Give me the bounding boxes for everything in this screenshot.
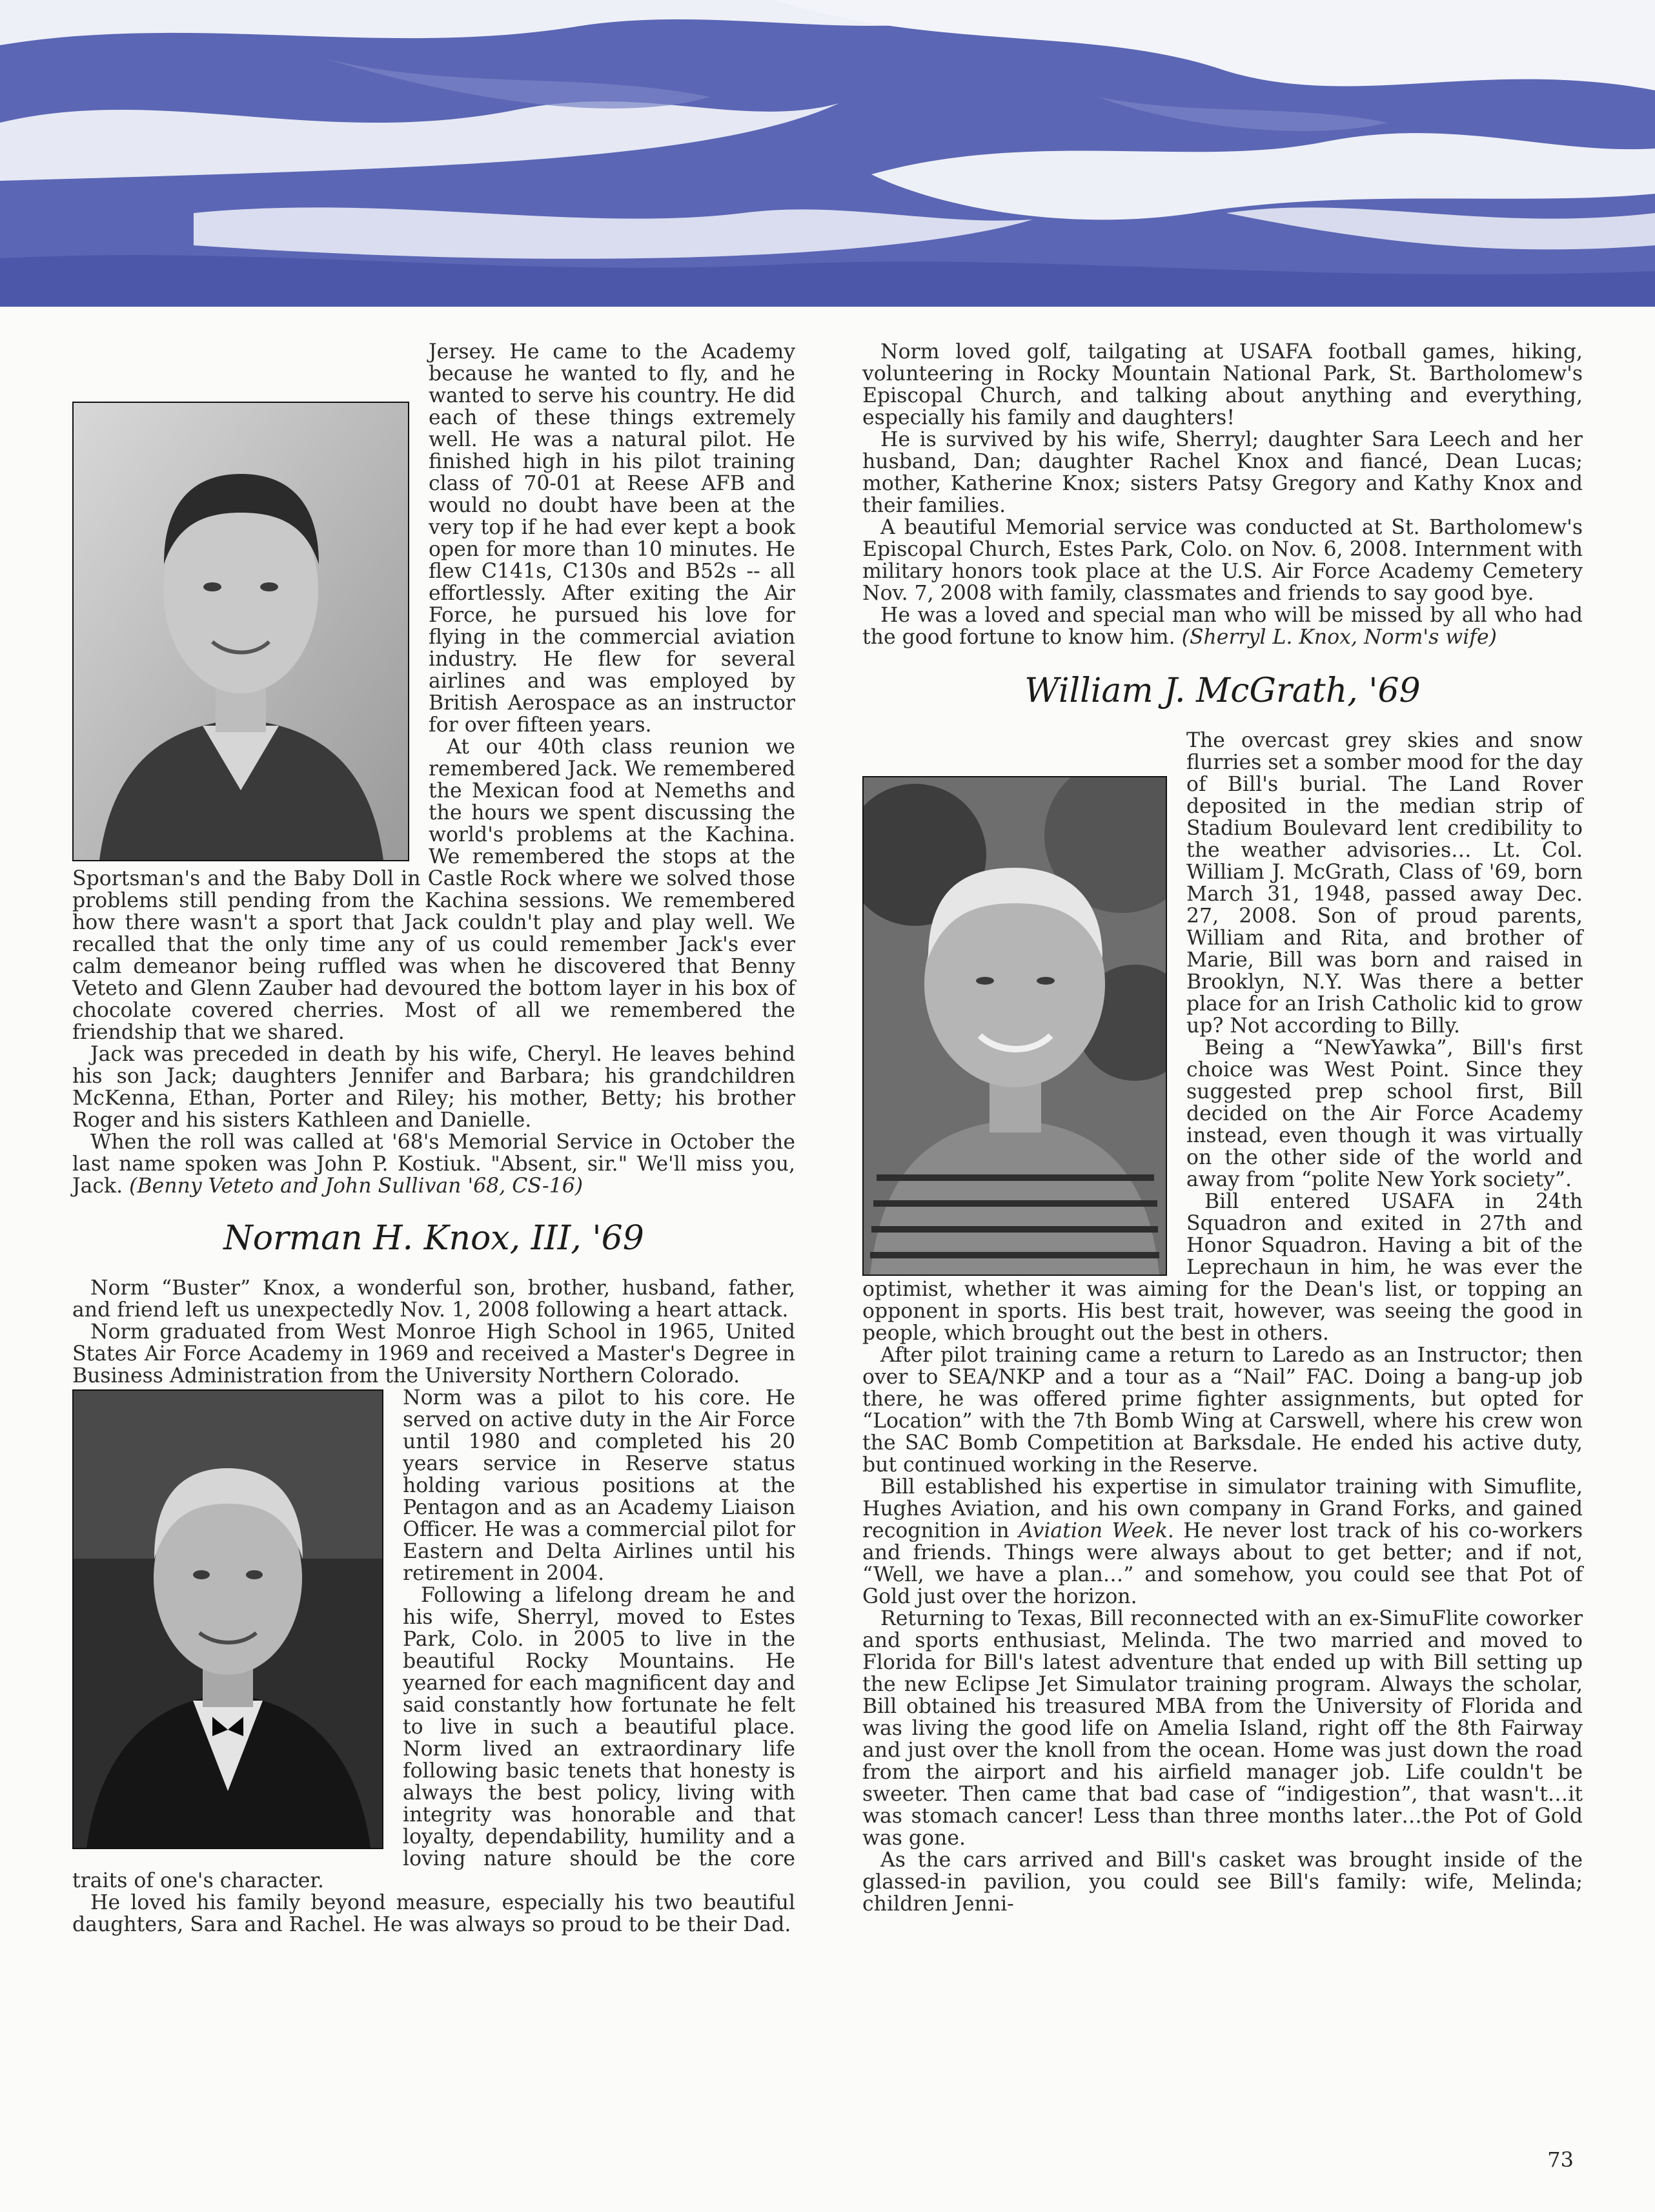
jack-kostiuk-portrait-image bbox=[74, 403, 408, 860]
kostiuk-paragraph-2: At our 40th class reunion we remembered Jack. We remembered the Mexican food at Nemeths and the hours we spent discussing the world's problems at the Kachina. We remembered the stops at the Sportsman's and the Baby Doll in Castle Rock where we solved those problems still pending from the Kachina sessions. We remembered how there wasn't a sport that Jack couldn't play and play well. We recalled that the only time any of us could remember Jack's ever calm demeanor being ruffled was when he discovered that Benny Veteto and Glenn Zauber had devoured the bottom layer in his box of chocolate covered cherries. Most of all we remembered the friendship that we shared. bbox=[72, 735, 795, 1044]
jack-kostiuk-photo bbox=[72, 402, 409, 861]
knox-paragraph-1: Norm “Buster” Knox, a wonderful son, brother, husband, father, and friend left us unexpectedly Nov. 1, 2008 following a heart attack. bbox=[72, 1276, 795, 1322]
mcgrath-paragraph-5: Bill established his expertise in simulator training with Simuflite, Hughes Aviation, and his own company in Grand Forks, and gained recognition in Aviation Week. He never lost track of his co-workers and friends. Things were always about to get better; and if not, “Well, we have a plan…” and somehow, you could see that Pot of Gold just over the horizon. bbox=[862, 1475, 1583, 1608]
knox-paragraph-2: Norm graduated from West Monroe High School in 1965, United States Air Force Academy in 1969 and received a Master's Degree in Business Administration from the University Northern Colorado. bbox=[72, 1320, 795, 1388]
knox-credit: (Sherryl L. Knox, Norm's wife) bbox=[1181, 626, 1497, 649]
knox-paragraph-4: Following a lifelong dream he and his wife, Sherryl, moved to Estes Park, Colo. in 2005 to live in the beautiful Rocky Mountains. He yearned for each magnificent day and said constantly how fortunate he felt to live in such a beautiful place. Norm lived an extraordinary life following basic tenets that honesty is always the best policy, living with integrity was honorable and that loyalty, dependability, humility and a loving nature should be the core traits of one's character. bbox=[72, 1584, 795, 1892]
mcgrath-paragraph-2: Being a “NewYawka”, Bill's first choice was West Point. Since they suggested prep school first, Bill decided on the Air Force Academy instead, even though it was virtually on the other side of the world and away from “polite New York society”. bbox=[1186, 1036, 1583, 1191]
knox-paragraph-8: A beautiful Memorial service was conducted at St. Bartholomew's Episcopal Church, Estes Park, Colo. on Nov. 6, 2008. Internment with military honors took place at the U.S. Air Force Academy Cemetery Nov. 7, 2008 with family, classmates and friends to say good bye. bbox=[862, 516, 1583, 605]
kostiuk-credit: (Benny Veteto and John Sullivan '68, CS-16) bbox=[129, 1174, 584, 1198]
knox-heading: Norman H. Knox, III, '69 bbox=[223, 1219, 644, 1258]
norm-knox-portrait-image bbox=[74, 1391, 382, 1848]
left-column: Jersey. He came to the Academy because he wanted to fly, and he wanted to serve his country. He did each of these things extremely well. He was a natural pilot. He finished high in his pilot training class of 70-01 at Reese AFB and would no doubt have been at the very top if he had ever kept a book open for more than 10 minutes. He flew C141s, C130s and B52s -- all effortlessly. After exiting the Air Force, he pursued his love for flying in the commercial aviation industry. He flew for several airlines and was employed by British Aerospace as an instructor for over fifteen years. At our 40th class reunion we remembered Jack. We remembered the Mexican food at Nemeths and the hours we spent discussing the world's problems at the Kachina. We remembered the stops at the Sportsman's and the Baby Doll in Castle Rock where we solved those problems still pending from the Kachina sessions. We remembered how there wasn't a sport that Jack couldn't play and play well. We recalled that the only time any of us could remember Jack's ever calm demeanor being ruffled was when he discovered that Benny Veteto and Glenn Zauber had devoured the bottom layer in his box of chocolate covered cherries. Most of all we remembered the friendship that we shared. Jack was preceded in death by his wife, Cheryl. He leaves behind his son Jack; daughters Jennifer and Barbara; his grandchildren McKenna, Ethan, Porter and Riley; his mother, Betty; his brother Roger and his sisters Kathleen and Danielle. When the roll was called at '68's Memorial Service in October the last name spoken was John P. Kostiuk. "Absent, sir." We'll miss you, Jack. (Benny Veteto and John Sullivan '68, CS-16) Norman H. Knox, III, '69 Norm “Buster” Knox, a wonderful son, brother, husband, father, and friend left us unexpectedly Nov. 1, 2008 following a heart attack. Norm graduated from West Monroe High School in 1965, United States Air Force Academy in 1969 and received a Master's Degree in Business Administration from the University Northern Colorado. Norm was a pilot to his core. He served on active duty in the Air Force until 1980 and completed his 20 years service in Reserve status holding various positions at the Pentagon and as an Academy Liaison Officer. He was a commercial pilot for Eastern and Delta Airlines until his retirement in 2004. Following a lifelong dream he and his wife, Sherryl, moved to Estes Park, Colo. in 2005 to live in the beautiful Rocky Mountains. He yearned for each magnificent day and said constantly how fortunate he felt to live in such a beautiful place. Norm lived an extraordinary life following basic tenets that honesty is always the best policy, living with integrity was honorable and that loyalty, dependability, humility and a loving nature should be the core traits of one's character. He loved his family beyond measure, especially his two beautiful daughters, Sara and Rachel. He was always so proud to be their Dad. bbox=[72, 340, 795, 1936]
mcgrath-paragraph-6: Returning to Texas, Bill reconnected with an ex-SimuFlite coworker and sports enthusiast, Melinda. The two married and moved to Florida for Bill's latest adventure that ended up with Bill setting up the new Eclipse Jet Simulator training program. Always the scholar, Bill obtained his treasured MBA from the University of Florida and was living the good life on Amelia Island, right off the 8th Fairway and just over the knoll from the ocean. Home was just down the road from the airport and his airfield manager job. Life couldn't be sweeter. Then came that bad case of “indigestion”, that wasn't…it was stomach cancer! Less than three months later…the Pot of Gold was gone. bbox=[862, 1607, 1583, 1850]
mcgrath-paragraph-7: As the cars arrived and Bill's casket was brought inside of the glassed-in pavilion, you could see Bill's family: wife, Melinda; children Jenni- bbox=[862, 1848, 1583, 1916]
knox-paragraph-7: He is survived by his wife, Sherryl; daughter Sara Leech and her husband, Dan; daughter Rachel Knox and fiancé, Dean Lucas; mother, Katherine Knox; sisters Patsy Gregory and Kathy Knox and their families. bbox=[862, 428, 1583, 517]
kostiuk-paragraph-4: When the roll was called at '68's Memorial Service in October the last name spoken was John P. Kostiuk. "Absent, sir." We'll miss you, Jack. (Benny Veteto and John Sullivan '68, CS-16) bbox=[72, 1131, 795, 1198]
decorative-blue-banner bbox=[0, 0, 1655, 307]
mcgrath-paragraph-3: Bill entered USAFA in 24th Squadron and exited in 27th and Honor Squadron. Having a bit of the Leprechaun in him, he was ever the optimist, whether it was aiming for the Dean's list, or topping an opponent in sports. His best trait, however, was seeing the good in people, which brought out the best in others. bbox=[862, 1190, 1583, 1345]
norm-knox-photo bbox=[72, 1389, 383, 1849]
bill-mcgrath-portrait-image bbox=[864, 777, 1166, 1275]
page-number: 73 bbox=[1547, 2147, 1574, 2172]
kostiuk-paragraph-3: Jack was preceded in death by his wife, Cheryl. He leaves behind his son Jack; daughters Jennifer and Barbara; his grandchildren McKenna, Ethan, Porter and Riley; his mother, Betty; his brother Roger and his sisters Kathleen and Danielle. bbox=[72, 1043, 795, 1132]
bill-mcgrath-photo bbox=[862, 776, 1167, 1276]
mcgrath-heading: William J. McGrath, '69 bbox=[1024, 671, 1421, 710]
right-column: Norm loved golf, tailgating at USAFA football games, hiking, volunteering in Rocky Mountain National Park, St. Bartholomew's Episcopal Church, and talking about anything and everything, especially his family and daughters! He is survived by his wife, Sherryl; daughter Sara Leech and her husband, Dan; daughter Rachel Knox and fiancé, Dean Lucas; mother, Katherine Knox; sisters Patsy Gregory and Kathy Knox and their families. A beautiful Memorial service was conducted at St. Bartholomew's Episcopal Church, Estes Park, Colo. on Nov. 6, 2008. Internment with military honors took place at the U.S. Air Force Academy Cemetery Nov. 7, 2008 with family, classmates and friends to say good bye. He was a loved and special man who will be missed by all who had the good fortune to know him. (Sherryl L. Knox, Norm's wife) William J. McGrath, '69 The overcast grey skies and snow flurries set a somber mood for the day of Bill's burial. The Land Rover deposited in the median strip of Stadium Boulevard lent credibility to the weather advisories… Lt. Col. William J. McGrath, Class of '69, born March 31, 1948, passed away Dec. 27, 2008. Son of proud parents, William and Rita, and brother of Marie, Bill was born and raised in Brooklyn, N.Y. Was there a better place for an Irish Catholic kid to grow up? Not according to Billy. Being a “NewYawka”, Bill's first choice was West Point. Since they suggested prep school first, Bill decided on the Air Force Academy instead, even though it was virtually on the other side of the world and away from “polite New York society”. Bill entered USAFA in 24th Squadron and exited in 27th and Honor Squadron. Having a bit of the Leprechaun in him, he was ever the optimist, whether it was aiming for the Dean's list, or topping an opponent in sports. His best trait, however, was seeing the good in people, which brought out the best in others. After pilot training came a return to Laredo as an Instructor; then over to SEA/NKP and a tour as a “Nail” FAC. Doing a bang-up job there, he was offered prime fighter assignments, but opted for “Location” with the 7th Bomb Wing at Carswell, where his crew won the SAC Bomb Competition at Barksdale. He ended his active duty, but continued working in the Reserve. Bill established his expertise in simulator training with Simuflite, Hughes Aviation, and his own company in Grand Forks, and gained recognition in Aviation Week. He never lost track of his co-workers and friends. Things were always about to get better; and if not, “Well, we have a plan…” and somehow, you could see that Pot of Gold just over the horizon. Returning to Texas, Bill reconnected with an ex-SimuFlite coworker and sports enthusiast, Melinda. The two married and moved to Florida for Bill's latest adventure that ended up with Bill setting up the new Eclipse Jet Simulator training program. Always the scholar, Bill obtained his treasured MBA from the University of Florida and was living the good life on Amelia Island, right off the 8th Fairway and just over the knoll from the ocean. Home was just down the road from the airport and his airfield manager job. Life couldn't be sweeter. Then came that bad case of “indigestion”, that wasn't…it was stomach cancer! Less than three months later…the Pot of Gold was gone. As the cars arrived and Bill's casket was brought inside of the glassed-in pavilion, you could see Bill's family: wife, Melinda; children Jenni- bbox=[862, 341, 1583, 1915]
knox-paragraph-9: He was a loved and special man who will be missed by all who had the good fortune to know him. (Sherryl L. Knox, Norm's wife) bbox=[862, 604, 1583, 649]
knox-paragraph-6: Norm loved golf, tailgating at USAFA football games, hiking, volunteering in Rocky Mountain National Park, St. Bartholomew's Episcopal Church, and talking about anything and everything, especially his family and daughters! bbox=[862, 340, 1583, 429]
aviation-week-title: Aviation Week bbox=[1019, 1519, 1168, 1542]
knox-paragraph-5: He loved his family beyond measure, especially his two beautiful daughters, Sara and Rachel. He was always so proud to be their Dad. bbox=[72, 1891, 795, 1936]
mcgrath-paragraph-4: After pilot training came a return to Laredo as an Instructor; then over to SEA/NKP and a tour as a “Nail” FAC. Doing a bang-up job there, he was offered prime fighter assignments, but opted for “Location” with the 7th Bomb Wing at Carswell, where his crew won the SAC Bomb Competition at Barksdale. He ended his active duty, but continued working in the Reserve. bbox=[862, 1344, 1583, 1477]
